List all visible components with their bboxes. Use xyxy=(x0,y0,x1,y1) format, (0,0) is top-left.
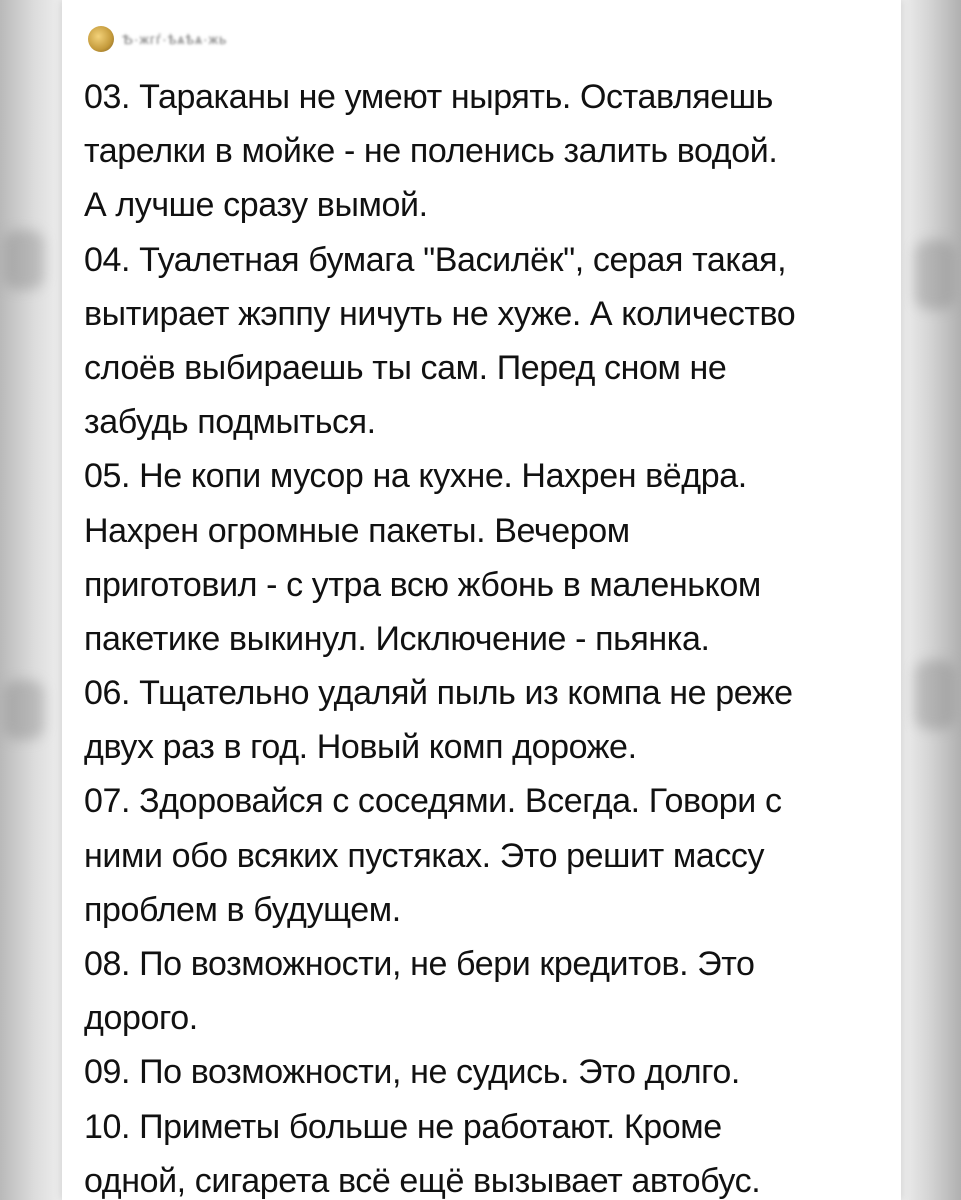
blur-streak xyxy=(915,240,955,310)
post-line: 09. По возможности, не судись. Это долго. xyxy=(84,1053,740,1092)
blurred-background-left xyxy=(0,0,62,1200)
post-line: забудь подмыться. xyxy=(84,403,376,442)
post-line: двух раз в год. Новый комп дороже. xyxy=(84,728,637,767)
post-line: 04. Туалетная бумага "Василёк", серая такая, xyxy=(84,240,787,279)
post-card xyxy=(62,0,901,1200)
post-text xyxy=(84,70,884,1200)
post-line: 10. Приметы больше не работают. Кроме xyxy=(84,1107,722,1146)
post-line: А лучше сразу вымой. xyxy=(84,186,428,225)
post-line: Нахрен огромные пакеты. Вечером xyxy=(84,511,630,550)
post-line: слоёв выбираешь ты сам. Перед сном не xyxy=(84,348,727,387)
post-line: ними обо всяких пустяках. Это решит массу xyxy=(84,836,765,875)
post-header xyxy=(88,22,227,56)
post-line: 03. Тараканы не умеют нырять. Оставляешь xyxy=(84,78,773,116)
post-line: тарелки в мойке - не поленись залить водой. xyxy=(84,132,778,171)
blur-streak xyxy=(4,230,44,290)
blur-streak xyxy=(915,660,955,730)
author-name[interactable]: Ѣ·жгѓ·ѣѧѣѧ·жь xyxy=(122,31,228,47)
post-line: пакетике выкинул. Исключение - пьянка. xyxy=(84,619,710,658)
post-line: вытирает жэппу ничуть не хуже. А количество xyxy=(84,294,796,333)
post-line: проблем в будущем. xyxy=(84,890,401,929)
post-line: 08. По возможности, не бери кредитов. Это xyxy=(84,945,755,983)
user-avatar-icon[interactable] xyxy=(88,26,114,52)
blur-streak xyxy=(4,680,44,740)
post-line: одной, сигарета всё ещё вызывает автобус. xyxy=(84,1161,761,1200)
post-line: дорого. xyxy=(84,999,198,1038)
blurred-background-right xyxy=(901,0,961,1200)
post-line: 07. Здоровайся с соседями. Всегда. Говори с xyxy=(84,782,782,821)
post-line: приготовил - с утра всю жбонь в маленьком xyxy=(84,565,761,604)
post-line: 05. Не копи мусор на кухне. Нахрен вёдра. xyxy=(84,457,747,496)
post-line: 06. Тщательно удаляй пыль из компа не реже xyxy=(84,674,793,713)
